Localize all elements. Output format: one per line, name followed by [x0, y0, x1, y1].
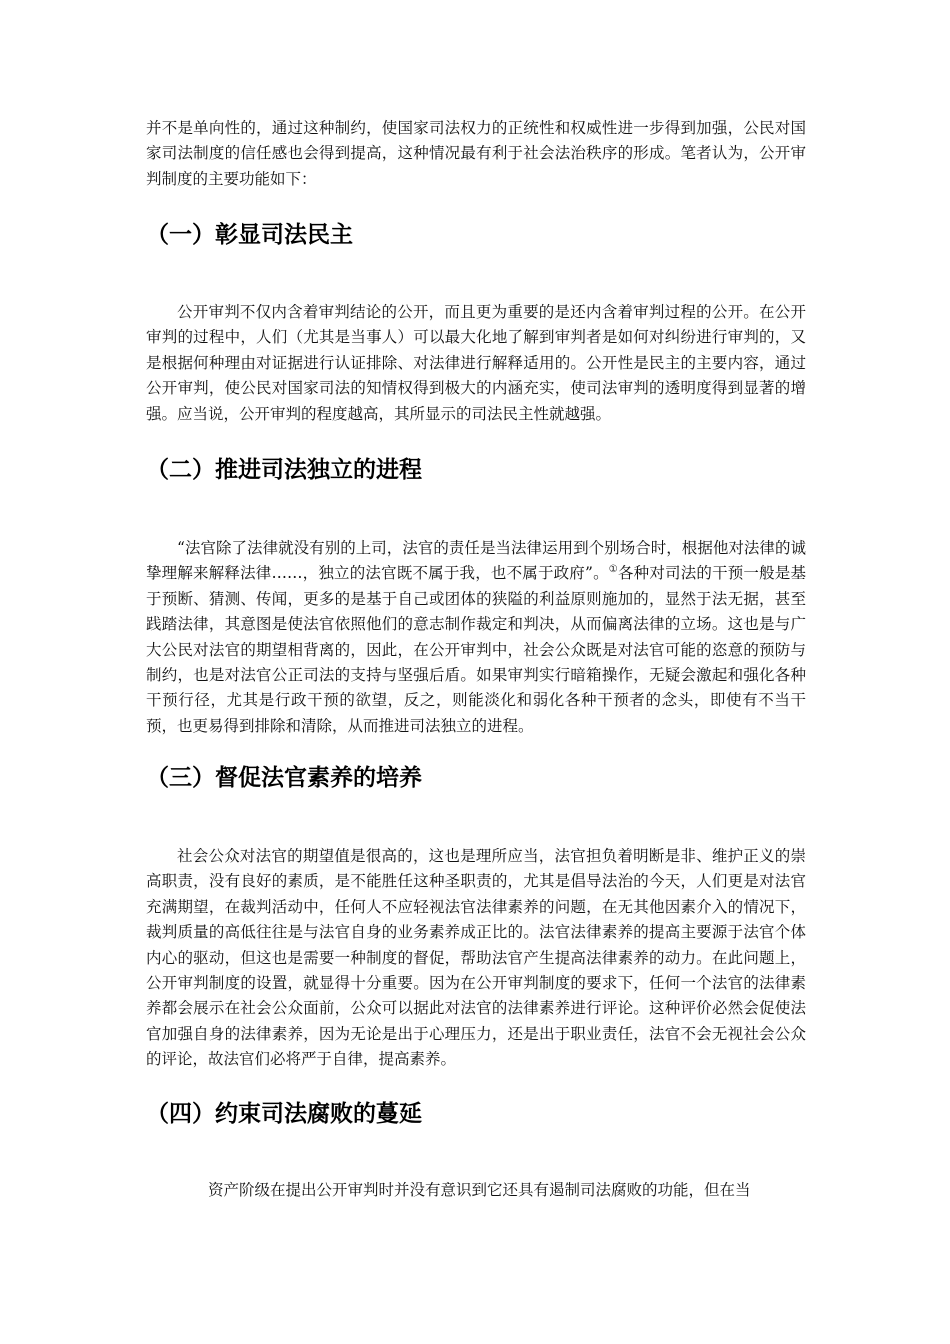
section-paragraph-4: 资产阶级在提出公开审判时并没有意识到它还具有遏制司法腐败的功能，但在当 [208, 1181, 751, 1199]
footnote-marker: ① [608, 564, 618, 576]
section-heading-3: （三）督促法官素养的培养 [146, 764, 422, 791]
section-heading-1: （一）彰显司法民主 [146, 221, 353, 248]
section-heading-2: （二）推进司法独立的进程 [146, 456, 422, 483]
section-paragraph-2 [146, 536, 806, 739]
intro-paragraph: 并不是单向性的，通过这种制约，使国家司法权力的正统性和权威性进一步得到加强，公民对国家司法制度的信任感也会得到提高，这种情况最有利于社会法治秩序的形成。笔者认为，公开审判制度的主要功能如下： [146, 119, 806, 188]
section-heading-4: （四）约束司法腐败的蔓延 [146, 1100, 422, 1127]
section-paragraph-3: 社会公众对法官的期望值是很高的，这也是理所应当，法官担负着明断是非、维护正义的崇高职责，没有良好的素质，是不能胜任这种圣职责的，尤其是倡导法治的今天，人们更是对法官充满期望，在裁判活动中，任何人不应轻视法官法律素养的问题，在无其他因素介入的情况下，裁判质量的高低往往是与法官自身的业务素养成正比的。法官法律素养的提高主要源于法官个体内心的驱动，但这也是需要一种制度的督促，帮助法官产生提高法律素养的动力。在此问题上，公开审判制度的设置，就显得十分重要。因为在公开审判制度的要求下，任何一个法官的法律素养都会展示在社会公众面前，公众可以据此对法官的法律素养进行评论。这种评价必然会促使法官加强自身的法律素养，因为无论是出于心理压力，还是出于职业责任，法官不会无视社会公众的评论，故法官们必将严于自律，提高素养。 [146, 847, 806, 1069]
quote-text: “法官除了法律就没有别的上司，法官的责任是当法律运用到个别场合时，根据他对法律的诚挚理解来解释法律……，独立的法官既不属于我，也不属于政府”。 [146, 539, 806, 583]
paragraph-continuation: 各种对司法的干预一般是基于预断、猜测、传闻，更多的是基于自己或团体的狭隘的利益原则施加的，显然于法无据，甚至践踏法律，其意图是使法官依照他们的意志制作裁定和判决，从而偏离法律的立场。这也是与广大公民对法官的期望相背离的，因此，在公开审判中，社会公众既是对法官可能的恣意的预防与制约，也是对法官公正司法的支持与坚强后盾。如果审判实行暗箱操作，无疑会激起和强化各种干预行径，尤其是行政干预的欲望，反之，则能淡化和弱化各种干预者的念头，即使有不当干预，也更易得到排除和清除，从而推进司法独立的进程。 [146, 564, 806, 735]
section-paragraph-1: 公开审判不仅内含着审判结论的公开，而且更为重要的是还内含着审判过程的公开。在公开审判的过程中，人们（尤其是当事人）可以最大化地了解到审判者是如何对纠纷进行审判的，又是根据何种理由对证据进行认证排除、对法律进行解释适用的。公开性是民主的主要内容，通过公开审判，使公民对国家司法的知情权得到极大的内涵充实，使司法审判的透明度得到显著的增强。应当说，公开审判的程度越高，其所显示的司法民主性就越强。 [146, 303, 806, 423]
